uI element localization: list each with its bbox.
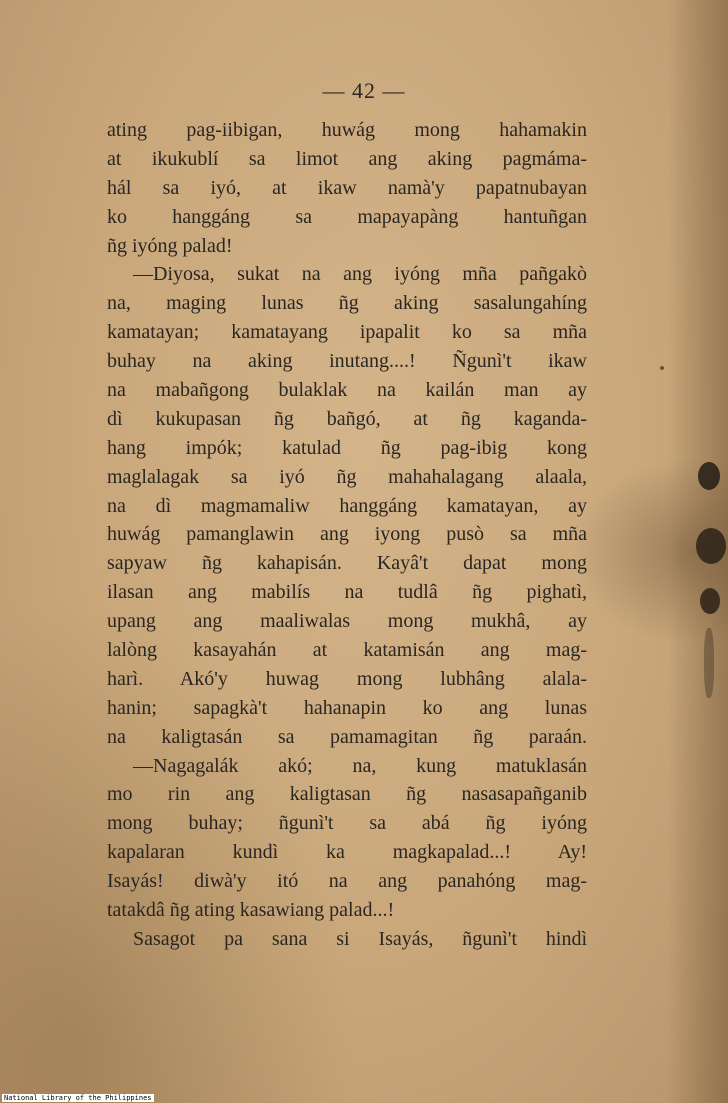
- text-line: at ikukublí sa limot ang aking pagmáma-: [107, 147, 587, 170]
- text-line: ating pag-iibigan, huwág mong hahamakin: [107, 119, 587, 141]
- text-line: ñg iyóng palad!: [107, 234, 233, 257]
- ink-stain: [698, 462, 720, 490]
- text-line: —Nagagalák akó; na, kung matuklasán: [133, 754, 587, 777]
- text-line: harì. Akó'y huwag mong lubhâng alala-: [107, 667, 587, 690]
- ink-stain: [704, 628, 714, 698]
- text-line: hang impók; katulad ñg pag-ibig kong: [107, 436, 587, 459]
- text-line: Sasagot pa sana si Isayás, ñgunì't hindì: [133, 927, 587, 950]
- text-line: huwág pamanglawin ang iyong pusò sa mña: [107, 523, 587, 546]
- ink-stain: [700, 588, 720, 614]
- text-line: hanin; sapagkà't hahanapin ko ang lunas: [107, 696, 587, 719]
- text-line: upang ang maaliwalas mong mukhâ, ay: [107, 610, 587, 633]
- text-line: lalòng kasayahán at katamisán ang mag-: [107, 639, 587, 662]
- text-line: dì kukupasan ñg bañgó, at ñg kaganda-: [107, 407, 587, 430]
- text-line: maglalagak sa iyó ñg mahahalagang alaala,: [107, 465, 587, 488]
- text-line: buhay na aking inutang....! Ñgunì't ikaw: [107, 350, 587, 373]
- text-line: ko hanggáng sa mapayapàng hantuñgan: [107, 205, 587, 228]
- text-line: tatakdâ ñg ating kasawiang palad...!: [107, 899, 395, 922]
- page-number: — 42 —: [322, 78, 406, 103]
- text-line: na mabañgong bulaklak na kailán man ay: [107, 379, 587, 402]
- text-line: sapyaw ñg kahapisán. Kayâ't dapat mong: [107, 552, 587, 575]
- text-line: hál sa iyó, at ikaw namà'y papatnubayan: [107, 176, 587, 199]
- body-text: [107, 116, 587, 954]
- text-line: na, maging lunas ñg aking sasalungahíng: [107, 292, 587, 315]
- text-line: na kaligtasán sa pamamagitan ñg paraán.: [107, 725, 587, 748]
- text-line: ilasan ang mabilís na tudlâ ñg pighatì,: [107, 581, 587, 604]
- text-line: kamatayan; kamatayang ipapalit ko sa mña: [107, 321, 587, 344]
- text-line: mo rin ang kaligtasan ñg nasasapañganib: [107, 783, 587, 806]
- ink-speck: [660, 366, 664, 370]
- text-line: Isayás! diwà'y itó na ang panahóng mag-: [107, 870, 587, 893]
- ink-stain: [696, 528, 726, 564]
- text-line: mong buhay; ñgunì't sa abá ñg iyóng: [107, 812, 587, 835]
- text-line: kapalaran kundì ka magkapalad...! Ay!: [107, 841, 587, 864]
- library-credit: National Library of the Philippines: [4, 1094, 152, 1102]
- text-line: —Diyosa, sukat na ang iyóng mña pañgakò: [133, 263, 587, 286]
- text-line: na dì magmamaliw hanggáng kamatayan, ay: [107, 494, 587, 517]
